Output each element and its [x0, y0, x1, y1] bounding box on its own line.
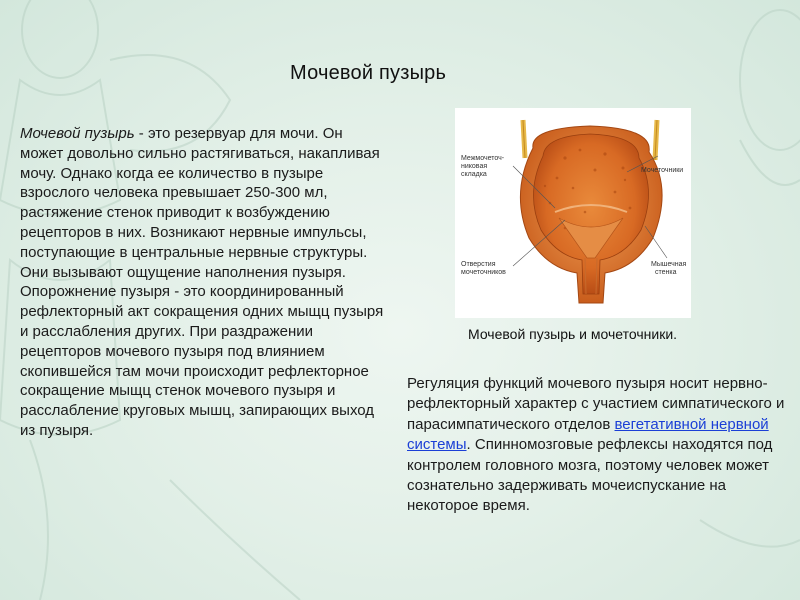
slide-title: Мочевой пузырь	[290, 62, 447, 84]
term-bladder: Мочевой пузырь	[20, 125, 135, 142]
right-paragraph	[407, 374, 787, 517]
figure-caption: Мочевой пузырь и мочеточники.	[468, 326, 678, 342]
label-openings-2: мочеточников	[461, 269, 506, 276]
label-fold-3: складка	[461, 171, 487, 178]
label-wall-1: Мышечная	[651, 261, 687, 268]
bladder-diagram	[455, 108, 691, 318]
right-paragraph-text-1: Регуляция функций мочевого пузыря носит нервно-рефлекторный характер с участием симпатического и парасимпатического отделов	[407, 375, 785, 433]
label-fold-1: Межмочеточ-	[461, 155, 505, 162]
right-paragraph-text-2: . Спинномозговые рефлексы находятся под контролем головного мозга, поэтому человек может сознательно задерживать мочеиспускание на некоторое время.	[407, 436, 773, 515]
autonomic-nervous-system-link[interactable]: вегетативной нервной системы	[407, 415, 769, 454]
bladder-cavity	[533, 134, 648, 294]
bladder-illustration	[455, 108, 691, 318]
label-ureters: Мочеточники	[641, 167, 684, 174]
left-paragraph	[20, 124, 390, 441]
left-paragraph-text: - это резервуар для мочи. Он может довольно сильно растягиваться, накапливая мочу. Однако когда ее количество в пузыре взрослого человека превышает 250-300 мл, растяжение стенок приводит к возбуждению рецепторов в них. Возникают нервные импульсы, поступающие в центральные нервные структуры. Они вызывают ощущение наполнения пузыря. Опорожнение пузыря - это координированный рефлекторный акт сокращения одних мыщц пузыря и расслабления других. При раздражении рецепторов мочевого пузыря под влиянием скопившейся там мочи происходит рефлекторное сокращение мыщц стенок мочевого пузыря и расслабление круговых мышц, запирающих выход из пузыря.	[20, 125, 384, 439]
label-fold-2: никовая	[461, 163, 488, 170]
label-openings-1: Отверстия	[461, 261, 496, 268]
label-wall-2: стенка	[655, 269, 677, 276]
